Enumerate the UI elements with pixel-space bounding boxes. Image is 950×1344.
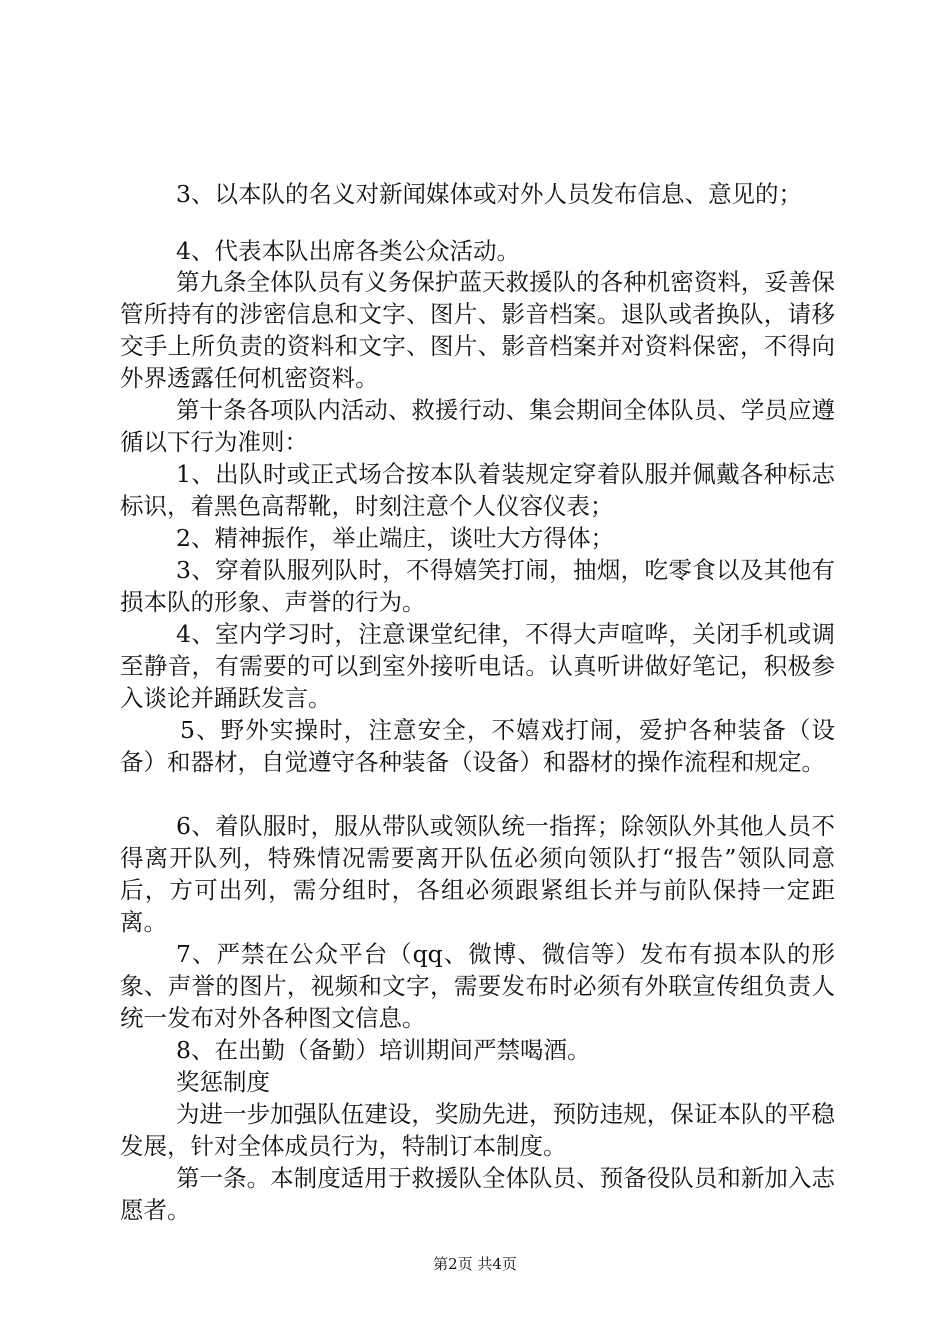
paragraph-1: 3、以本队的名义对新闻媒体或对外人员发布信息、意见的； xyxy=(176,180,802,208)
paragraph-9: 5、野外实操时，注意安全，不嬉戏打闹，爱护各种装备（设备）和器材，自觉遵守各种装备（设备）和器材的操作流程和规定。 xyxy=(120,716,835,776)
paragraph-7: 3、穿着队服列队时，不得嬉笑打闹，抽烟，吃零食以及其他有损本队的形象、声誉的行为。 xyxy=(120,556,835,616)
paragraph-10: 6、着队服时，服从带队或领队统一指挥；除领队外其他人员不得离开队列，特殊情况需要离开队伍必须向领队打“报告”领队同意后，方可出列，需分组时，各组必须跟紧组长并与前队保持一定距离。 xyxy=(120,812,835,936)
paragraph-3: 第九条全体队员有义务保护蓝天救援队的各种机密资料，妥善保管所持有的涉密信息和文字、图片、影音档案。退队或者换队，请移交手上所负责的资料和文字、图片、影音档案并对资料保密，不得向外界透露任何机密资料。 xyxy=(120,268,835,392)
page-number-footer: 第2页 共4页 xyxy=(433,1255,517,1273)
section-heading: 奖惩制度 xyxy=(176,1068,270,1096)
paragraph-13: 为进一步加强队伍建设，奖励先进，预防违规，保证本队的平稳发展，针对全体成员行为，特制订本制度。 xyxy=(120,1100,835,1160)
paragraph-5: 1、出队时或正式场合按本队着装规定穿着队服并佩戴各种标志标识，着黑色高帮靴，时刻注意个人仪容仪表； xyxy=(120,460,835,520)
paragraph-12: 8、在出勤（备勤）培训期间严禁喝酒。 xyxy=(176,1036,591,1064)
paragraph-14: 第一条。本制度适用于救援队全体队员、预备役队员和新加入志愿者。 xyxy=(120,1164,835,1224)
paragraph-4: 第十条各项队内活动、救援行动、集会期间全体队员、学员应遵循以下行为准则： xyxy=(120,396,835,456)
paragraph-6: 2、精神振作，举止端庄，谈吐大方得体； xyxy=(176,524,614,552)
paragraph-11: 7、严禁在公众平台（qq、微博、微信等）发布有损本队的形象、声誉的图片，视频和文字，需要发布时必须有外联宣传组负责人统一发布对外各种图文信息。 xyxy=(120,940,835,1032)
paragraph-8: 4、室内学习时，注意课堂纪律，不得大声喧哗，关闭手机或调至静音，有需要的可以到室外接听电话。认真听讲做好笔记，积极参入谈论并踊跃发言。 xyxy=(120,620,835,712)
paragraph-2: 4、代表本队出席各类公众活动。 xyxy=(176,237,520,265)
